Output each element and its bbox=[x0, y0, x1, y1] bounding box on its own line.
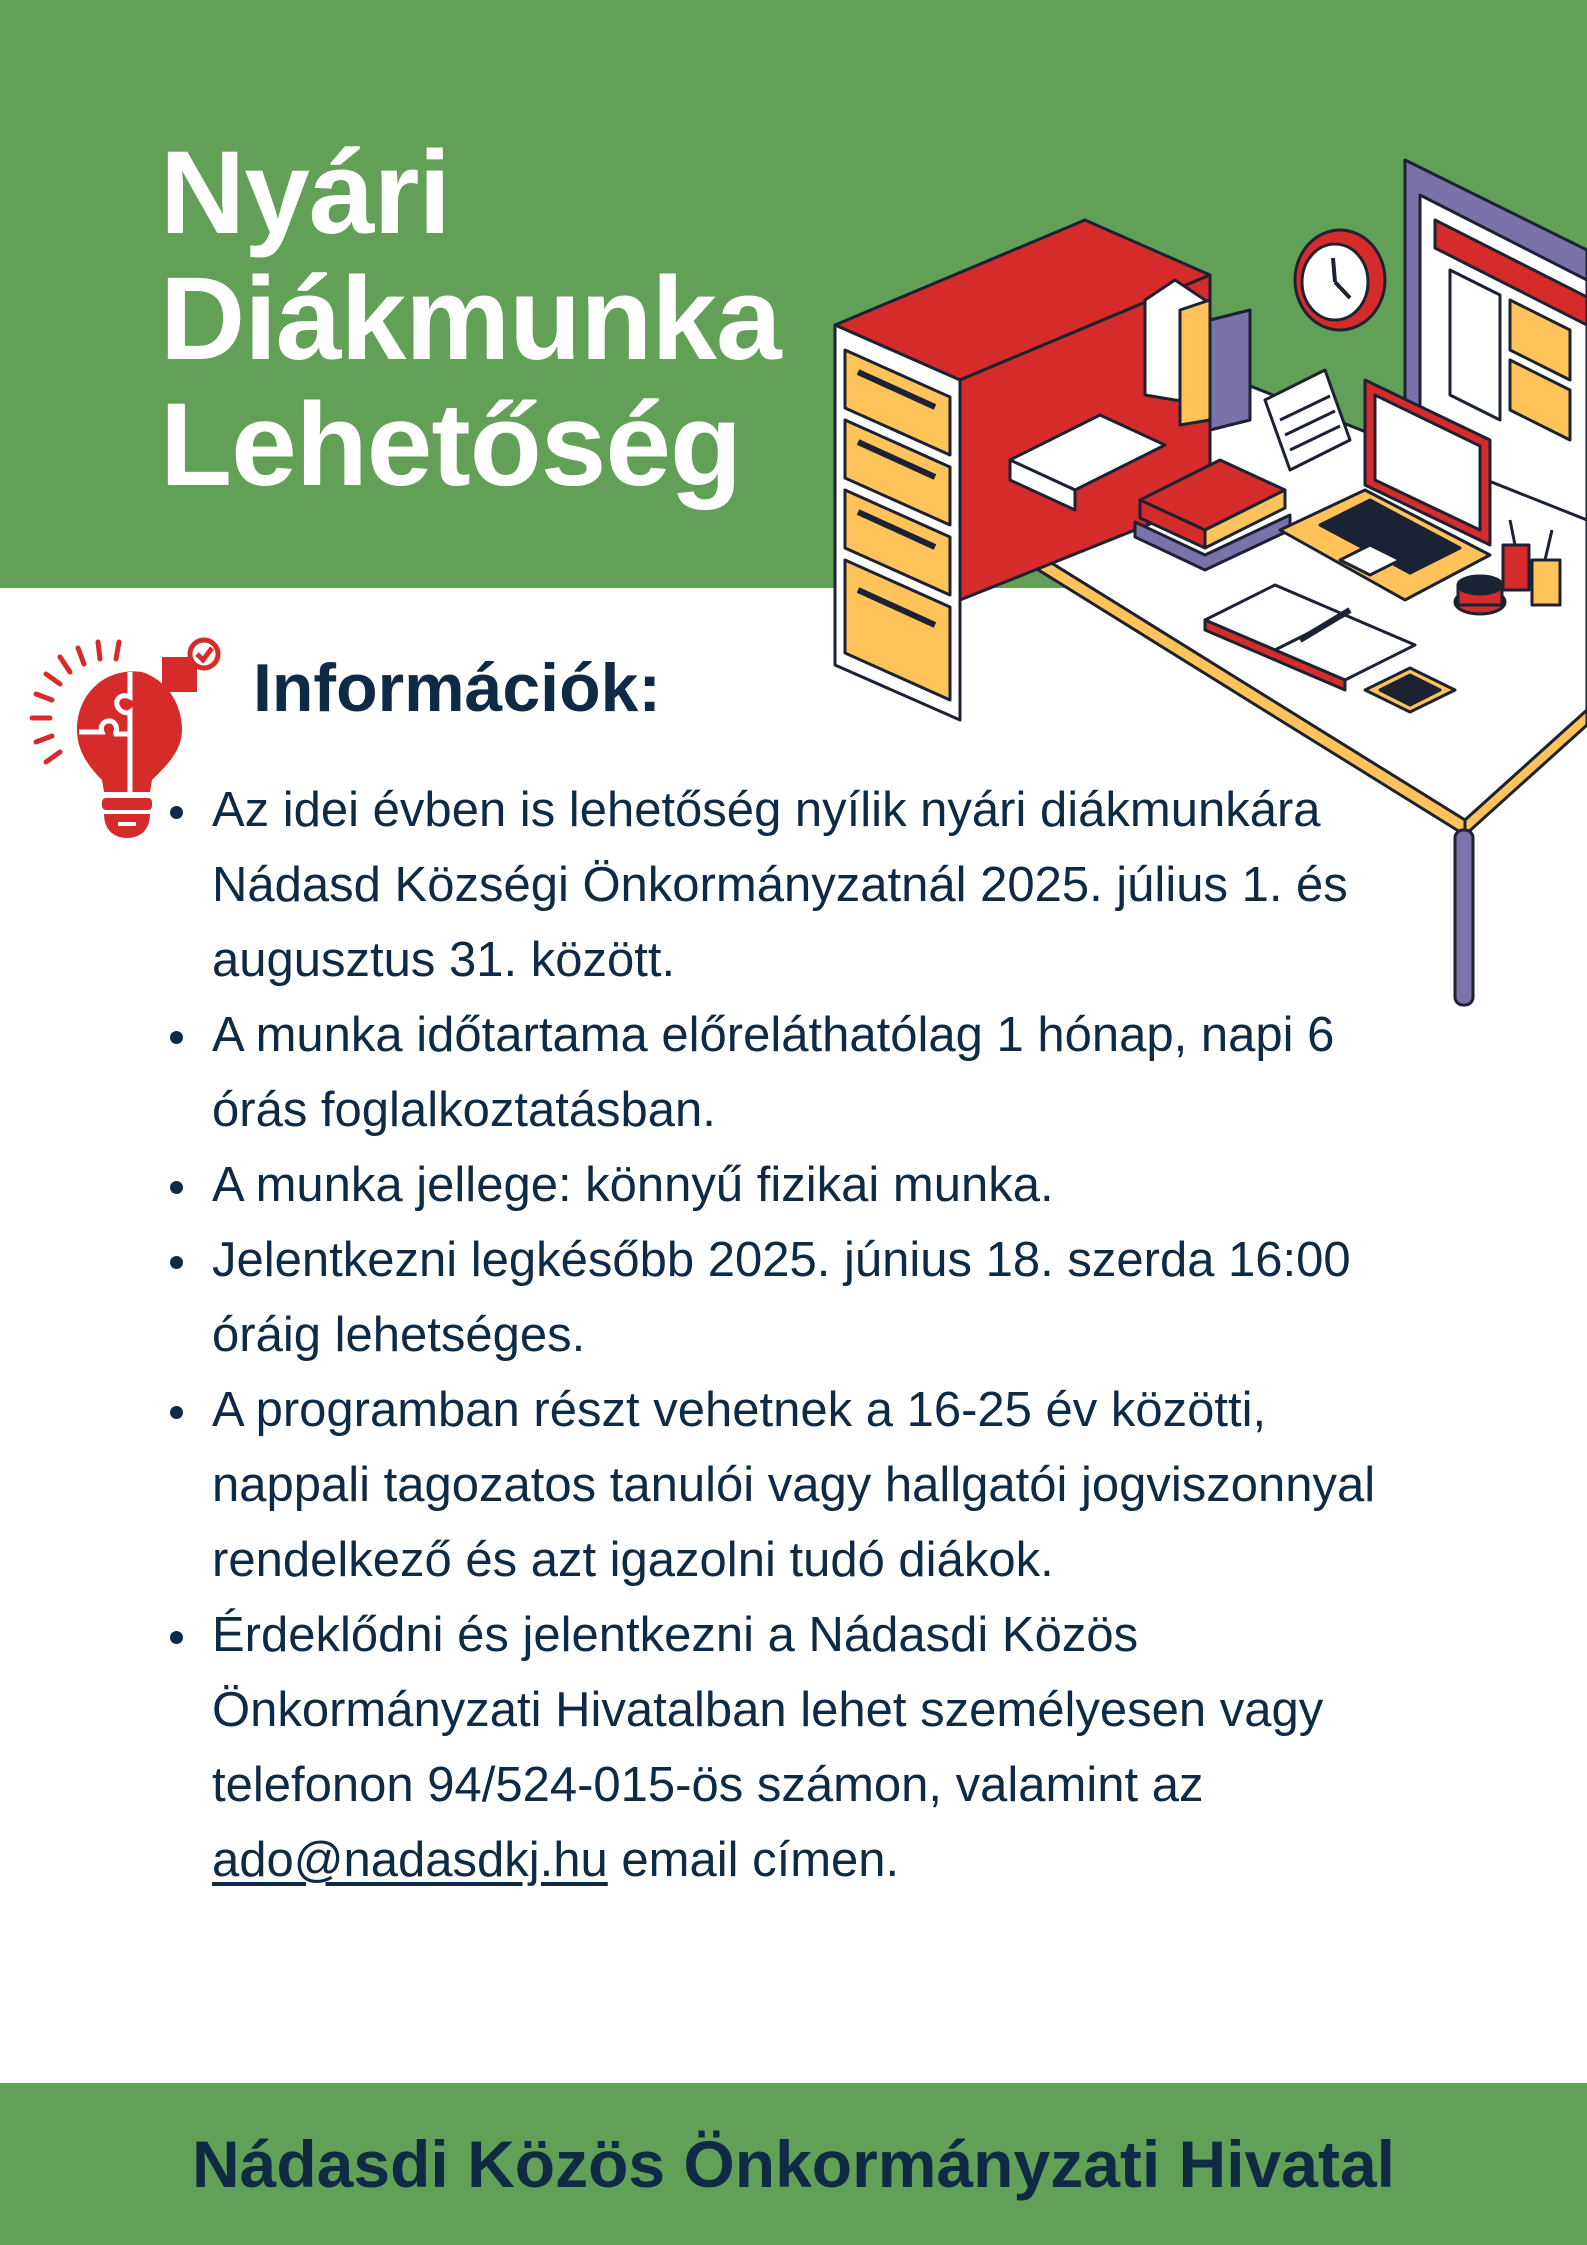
section-heading: Információk: bbox=[253, 650, 662, 726]
title-line-2: Diákmunka bbox=[160, 253, 781, 385]
contact-text: Érdeklődni és jelentkezni a Nádasdi Közös Önkormányzati Hivatalban lehet személyesen vagy telefonon 94/524-015-ös számon, valamint az bbox=[212, 1608, 1324, 1812]
email-link[interactable]: ado@nadasdkj.hu bbox=[212, 1833, 608, 1887]
list-item: Jelentkezni legkésőbb 2025. június 18. szerda 16:00 óráig lehetséges. bbox=[162, 1223, 1422, 1373]
contact-text-end: email címen. bbox=[607, 1833, 900, 1887]
title-line-3: Lehetőség bbox=[160, 379, 742, 511]
list-item: A programban részt vehetnek a 16-25 év közötti, nappali tagozatos tanulói vagy hallgatói jogviszonnyal rendelkező és azt igazolni tudó diákok. bbox=[162, 1373, 1422, 1598]
title-line-1: Nyári bbox=[160, 127, 451, 259]
contact-list-item bbox=[162, 1598, 1422, 1898]
info-list bbox=[162, 773, 1422, 1898]
footer-organization-name: Nádasdi Közös Önkormányzati Hivatal bbox=[192, 2127, 1395, 2201]
list-item: A munka jellege: könnyű fizikai munka. bbox=[162, 1148, 1422, 1223]
list-item: Az idei évben is lehetőség nyílik nyári diákmunkára Nádasd Községi Önkormányzatnál 2025. július 1. és augusztus 31. között. bbox=[162, 773, 1422, 998]
list-item: A munka időtartama előreláthatólag 1 hónap, napi 6 órás foglalkoztatásban. bbox=[162, 998, 1422, 1148]
footer-band bbox=[0, 2083, 1587, 2245]
page-title bbox=[160, 127, 781, 511]
